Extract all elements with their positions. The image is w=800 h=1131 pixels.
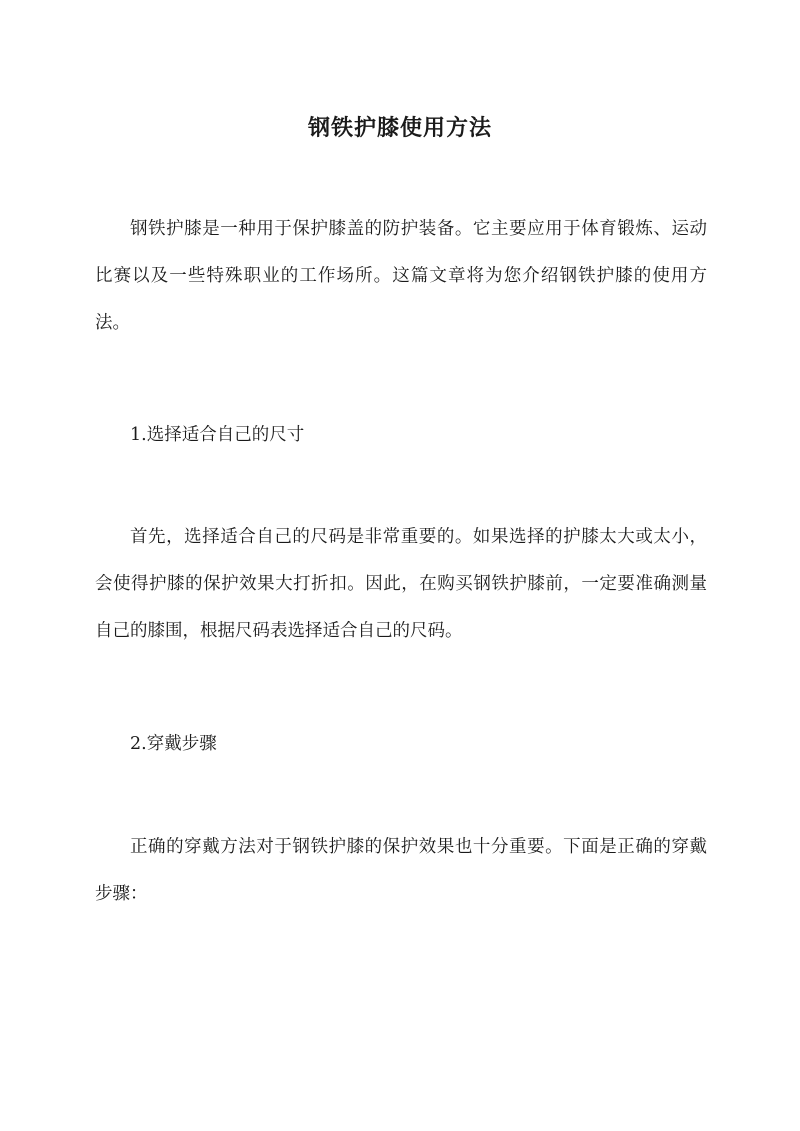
document-title: 钢铁护膝使用方法 — [307, 114, 492, 141]
section-body-size: 首先，选择适合自己的尺码是非常重要的。如果选择的护膝太大或太小，会使得护膝的保护效果大打折扣。因此，在购买钢铁护膝前，一定要准确测量自己的膝围，根据尺码表选择适合自己的尺码。 — [95, 527, 707, 641]
section-heading-size: 1.选择适合自己的尺寸 — [130, 425, 305, 445]
intro-paragraph: 钢铁护膝是一种用于保护膝盖的防护装备。它主要应用于体育锻炼、运动比赛以及一些特殊职业的工作场所。这篇文章将为您介绍钢铁护膝的使用方法。 — [95, 219, 707, 333]
section-heading-wearing-steps: 2.穿戴步骤 — [130, 734, 217, 754]
section-body-wearing-steps: 正确的穿戴方法对于钢铁护膝的保护效果也十分重要。下面是正确的穿戴步骤： — [95, 837, 707, 904]
